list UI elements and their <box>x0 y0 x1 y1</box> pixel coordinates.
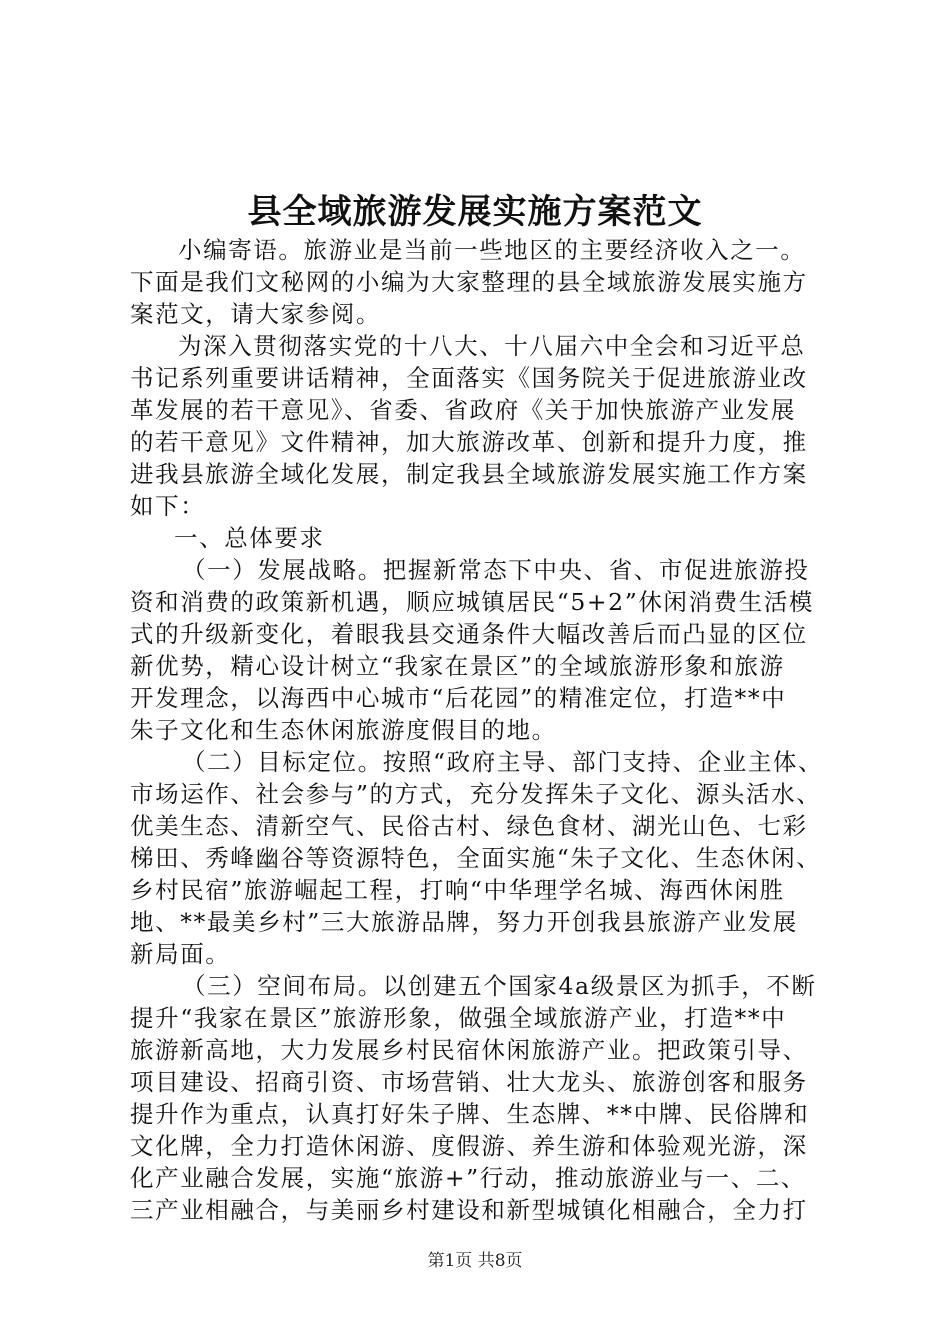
paragraph-line: 为深入贯彻落实党的十八大、十八届六中全会和习近平总 <box>178 332 806 360</box>
paragraph-line: 下面是我们文秘网的小编为大家整理的县全域旅游发展实施方 <box>130 268 808 296</box>
paragraph-line: 新优势，精心设计树立“我家在景区”的全域旅游形象和旅游 <box>130 652 785 680</box>
paragraph-line: 资和消费的政策新机遇，顺应城镇居民“5+2”休闲消费生活模 <box>130 588 815 616</box>
paragraph-line: 如下： <box>130 492 206 520</box>
paragraph-line: 旅游新高地，大力发展乡村民宿休闲旅游产业。把政策引导、 <box>130 1036 808 1064</box>
paragraph-line: 提升“我家在景区”旅游形象，做强全域旅游产业，打造**中 <box>130 1004 787 1032</box>
paragraph-line: 式的升级新变化，着眼我县交通条件大幅改善后而凸显的区位 <box>130 620 808 648</box>
paragraph-line: 新局面。 <box>130 940 231 968</box>
paragraph-line: 书记系列重要讲话精神，全面落实《国务院关于促进旅游业改 <box>130 364 808 392</box>
paragraph-line: 的若干意见》文件精神，加大旅游改革、创新和提升力度，推 <box>130 428 808 456</box>
paragraph-line: 朱子文化和生态休闲旅游度假目的地。 <box>130 716 557 744</box>
paragraph-line: （一）发展战略。把握新常态下中央、省、市促进旅游投 <box>182 556 810 584</box>
paragraph-line: 地、**最美乡村”三大旅游品牌，努力开创我县旅游产业发展 <box>130 908 798 936</box>
paragraph-line: 案范文，请大家参阅。 <box>130 300 381 328</box>
paragraph-line: 乡村民宿”旅游崛起工程，打响“中华理学名城、海西休闲胜 <box>130 876 785 904</box>
paragraph-line: 化产业融合发展，实施“旅游+”行动，推动旅游业与一、二、 <box>130 1164 807 1192</box>
page-number-footer: 第1页 共8页 <box>427 1251 523 1271</box>
paragraph-line: 革发展的若干意见》、省委、省政府《关于加快旅游产业发展 <box>130 396 796 424</box>
paragraph-line: 梯田、秀峰幽谷等资源特色，全面实施“朱子文化、生态休闲、 <box>130 844 822 872</box>
document-body <box>130 234 830 1226</box>
paragraph-line: 开发理念，以海西中心城市“后花园”的精准定位，打造**中 <box>130 684 787 712</box>
paragraph-line: 提升作为重点，认真打好朱子牌、生态牌、**中牌、民俗牌和 <box>130 1100 810 1128</box>
paragraph-line: 文化牌，全力打造休闲游、度假游、养生游和体验观光游，深 <box>130 1132 808 1160</box>
paragraph-line: 小编寄语。旅游业是当前一些地区的主要经济收入之一。 <box>178 236 806 264</box>
paragraph-line: （三）空间布局。以创建五个国家4a级景区为抓手，不断 <box>182 972 817 1000</box>
paragraph-line: 进我县旅游全域化发展，制定我县全域旅游发展实施工作方案 <box>130 460 808 488</box>
paragraph-line: 项目建设、招商引资、市场营销、壮大龙头、旅游创客和服务 <box>130 1068 808 1096</box>
paragraph-line: 市场运作、社会参与”的方式，充分发挥朱子文化、源头活水、 <box>130 780 822 808</box>
section-heading: 一、总体要求 <box>174 524 325 552</box>
document-title: 县全域旅游发展实施方案范文 <box>247 192 703 232</box>
paragraph-line: 三产业相融合，与美丽乡村建设和新型城镇化相融合，全力打 <box>130 1196 808 1224</box>
paragraph-line: （二）目标定位。按照“政府主导、部门支持、企业主体、 <box>182 748 824 776</box>
paragraph-line: 优美生态、清新空气、民俗古村、绿色食材、湖光山色、七彩 <box>130 812 808 840</box>
